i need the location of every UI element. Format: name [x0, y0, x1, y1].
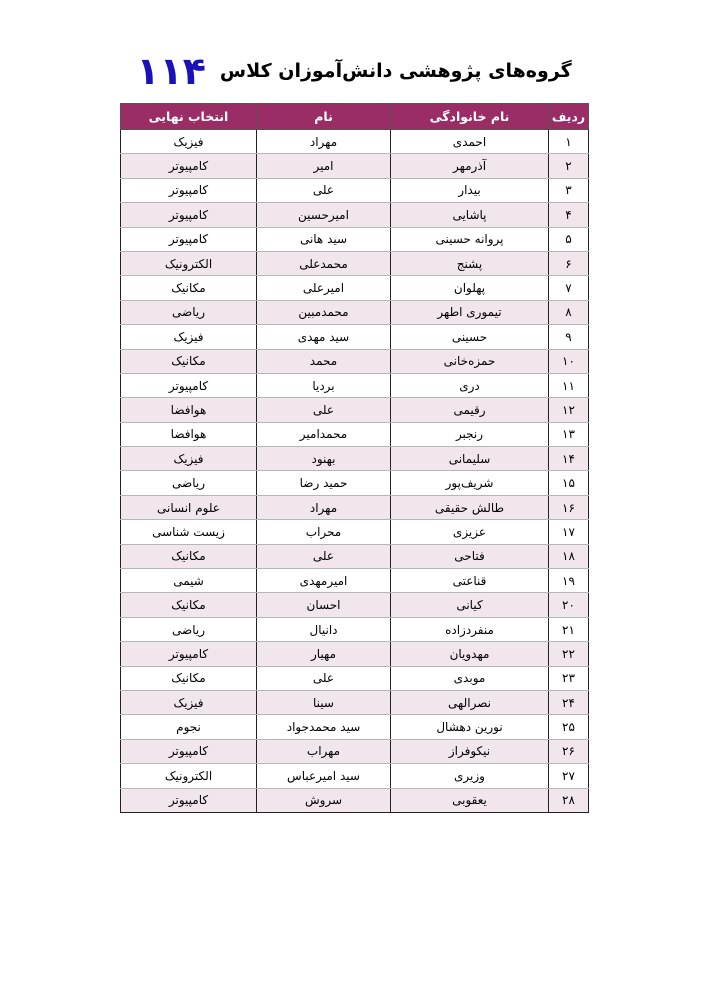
- row-number-cell: ۱۶: [549, 495, 589, 519]
- last-name-cell: رقیمی: [391, 398, 549, 422]
- last-name-cell: نورین دهشال: [391, 715, 549, 739]
- header-last-name: نام خانوادگی: [391, 104, 549, 130]
- first-name-cell: مهراب: [257, 739, 391, 763]
- final-choice-cell: مکانیک: [121, 544, 257, 568]
- table-row: [121, 690, 589, 714]
- first-name-cell: سینا: [257, 690, 391, 714]
- row-number-cell: ۲۵: [549, 715, 589, 739]
- last-name-cell: پاشایی: [391, 203, 549, 227]
- first-name-cell: سید مهدی: [257, 325, 391, 349]
- final-choice-cell: کامپیوتر: [121, 739, 257, 763]
- row-number-cell: ۲۱: [549, 617, 589, 641]
- table-row: [121, 569, 589, 593]
- last-name-cell: دری: [391, 373, 549, 397]
- table-row: [121, 276, 589, 300]
- final-choice-cell: کامپیوتر: [121, 178, 257, 202]
- row-number-cell: ۲۸: [549, 788, 589, 812]
- last-name-cell: پهلوان: [391, 276, 549, 300]
- table-row: [121, 471, 589, 495]
- first-name-cell: علی: [257, 666, 391, 690]
- table-row: [121, 764, 589, 788]
- table-row: [121, 520, 589, 544]
- table-row: [121, 642, 589, 666]
- last-name-cell: حسینی: [391, 325, 549, 349]
- table-row: [121, 739, 589, 763]
- table-row: [121, 544, 589, 568]
- first-name-cell: مهیار: [257, 642, 391, 666]
- final-choice-cell: فیزیک: [121, 325, 257, 349]
- first-name-cell: محمدامیر: [257, 422, 391, 446]
- table-row: [121, 325, 589, 349]
- final-choice-cell: فیزیک: [121, 130, 257, 154]
- last-name-cell: طالش حقیقی: [391, 495, 549, 519]
- row-number-cell: ۲۲: [549, 642, 589, 666]
- header-final-choice: انتخاب نهایی: [121, 104, 257, 130]
- first-name-cell: بردیا: [257, 373, 391, 397]
- last-name-cell: منفردزاده: [391, 617, 549, 641]
- table-row: [121, 398, 589, 422]
- final-choice-cell: هوافضا: [121, 398, 257, 422]
- final-choice-cell: ریاضی: [121, 300, 257, 324]
- row-number-cell: ۴: [549, 203, 589, 227]
- row-number-cell: ۶: [549, 251, 589, 275]
- first-name-cell: علی: [257, 398, 391, 422]
- first-name-cell: حمید رضا: [257, 471, 391, 495]
- row-number-cell: ۲۰: [549, 593, 589, 617]
- final-choice-cell: ریاضی: [121, 617, 257, 641]
- last-name-cell: احمدی: [391, 130, 549, 154]
- page-title: [120, 46, 588, 96]
- first-name-cell: امیر: [257, 154, 391, 178]
- first-name-cell: سروش: [257, 788, 391, 812]
- row-number-cell: ۱۳: [549, 422, 589, 446]
- first-name-cell: بهنود: [257, 447, 391, 471]
- row-number-cell: ۹: [549, 325, 589, 349]
- header-first-name: نام: [257, 104, 391, 130]
- row-number-cell: ۳: [549, 178, 589, 202]
- row-number-cell: ۲۷: [549, 764, 589, 788]
- final-choice-cell: مکانیک: [121, 276, 257, 300]
- first-name-cell: محمد: [257, 349, 391, 373]
- table-row: [121, 300, 589, 324]
- final-choice-cell: زیست شناسی: [121, 520, 257, 544]
- last-name-cell: بیدار: [391, 178, 549, 202]
- table-row: [121, 251, 589, 275]
- class-number: ۱۱۴: [136, 49, 206, 93]
- final-choice-cell: کامپیوتر: [121, 788, 257, 812]
- first-name-cell: علی: [257, 544, 391, 568]
- table-row: [121, 130, 589, 154]
- row-number-cell: ۱۸: [549, 544, 589, 568]
- row-number-cell: ۷: [549, 276, 589, 300]
- row-number-cell: ۱۱: [549, 373, 589, 397]
- row-number-cell: ۲۳: [549, 666, 589, 690]
- table-row: [121, 154, 589, 178]
- last-name-cell: پروانه حسینی: [391, 227, 549, 251]
- table-row: [121, 203, 589, 227]
- first-name-cell: علی: [257, 178, 391, 202]
- final-choice-cell: هوافضا: [121, 422, 257, 446]
- final-choice-cell: علوم انسانی: [121, 495, 257, 519]
- final-choice-cell: کامپیوتر: [121, 154, 257, 178]
- table-row: [121, 178, 589, 202]
- row-number-cell: ۲۶: [549, 739, 589, 763]
- first-name-cell: محراب: [257, 520, 391, 544]
- last-name-cell: یعقوبی: [391, 788, 549, 812]
- final-choice-cell: مکانیک: [121, 593, 257, 617]
- final-choice-cell: مکانیک: [121, 349, 257, 373]
- table-row: [121, 422, 589, 446]
- row-number-cell: ۱۹: [549, 569, 589, 593]
- title-text: گروه‌های پژوهشی دانش‌آموزان کلاس: [219, 60, 572, 82]
- header-row: [121, 104, 589, 130]
- first-name-cell: دانیال: [257, 617, 391, 641]
- last-name-cell: مهدویان: [391, 642, 549, 666]
- first-name-cell: مهراد: [257, 130, 391, 154]
- row-number-cell: ۲۴: [549, 690, 589, 714]
- final-choice-cell: کامپیوتر: [121, 642, 257, 666]
- last-name-cell: وزیری: [391, 764, 549, 788]
- last-name-cell: نصرالهی: [391, 690, 549, 714]
- last-name-cell: عزیزی: [391, 520, 549, 544]
- row-number-cell: ۱۰: [549, 349, 589, 373]
- table-row: [121, 227, 589, 251]
- first-name-cell: احسان: [257, 593, 391, 617]
- table-row: [121, 447, 589, 471]
- row-number-cell: ۱۴: [549, 447, 589, 471]
- table-row: [121, 715, 589, 739]
- row-number-cell: ۱۵: [549, 471, 589, 495]
- table-row: [121, 593, 589, 617]
- final-choice-cell: شیمی: [121, 569, 257, 593]
- final-choice-cell: فیزیک: [121, 690, 257, 714]
- first-name-cell: محمدمبین: [257, 300, 391, 324]
- final-choice-cell: فیزیک: [121, 447, 257, 471]
- row-number-cell: ۸: [549, 300, 589, 324]
- final-choice-cell: کامپیوتر: [121, 373, 257, 397]
- row-number-cell: ۵: [549, 227, 589, 251]
- final-choice-cell: نجوم: [121, 715, 257, 739]
- first-name-cell: امیرمهدی: [257, 569, 391, 593]
- table-row: [121, 495, 589, 519]
- last-name-cell: سلیمانی: [391, 447, 549, 471]
- student-table: [120, 103, 589, 813]
- last-name-cell: موبدی: [391, 666, 549, 690]
- first-name-cell: سید محمدجواد: [257, 715, 391, 739]
- last-name-cell: آذرمهر: [391, 154, 549, 178]
- first-name-cell: امیرحسین: [257, 203, 391, 227]
- final-choice-cell: الکترونیک: [121, 764, 257, 788]
- last-name-cell: پشنج: [391, 251, 549, 275]
- first-name-cell: محمدعلی: [257, 251, 391, 275]
- final-choice-cell: مکانیک: [121, 666, 257, 690]
- final-choice-cell: الکترونیک: [121, 251, 257, 275]
- table-row: [121, 349, 589, 373]
- last-name-cell: فتاحی: [391, 544, 549, 568]
- last-name-cell: شریف‌پور: [391, 471, 549, 495]
- first-name-cell: سید هانی: [257, 227, 391, 251]
- first-name-cell: سید امیرعباس: [257, 764, 391, 788]
- last-name-cell: کیانی: [391, 593, 549, 617]
- table-row: [121, 373, 589, 397]
- row-number-cell: ۱۷: [549, 520, 589, 544]
- last-name-cell: قناعتی: [391, 569, 549, 593]
- last-name-cell: حمزه‌خانی: [391, 349, 549, 373]
- final-choice-cell: کامپیوتر: [121, 227, 257, 251]
- row-number-cell: ۱۲: [549, 398, 589, 422]
- header-row-number: ردیف: [549, 104, 589, 130]
- table-row: [121, 788, 589, 812]
- row-number-cell: ۲: [549, 154, 589, 178]
- table-row: [121, 617, 589, 641]
- last-name-cell: رنجبر: [391, 422, 549, 446]
- final-choice-cell: کامپیوتر: [121, 203, 257, 227]
- last-name-cell: تیموری اطهر: [391, 300, 549, 324]
- first-name-cell: مهراد: [257, 495, 391, 519]
- row-number-cell: ۱: [549, 130, 589, 154]
- last-name-cell: نیکوفراز: [391, 739, 549, 763]
- first-name-cell: امیرعلی: [257, 276, 391, 300]
- table-body: [121, 130, 589, 813]
- final-choice-cell: ریاضی: [121, 471, 257, 495]
- table-row: [121, 666, 589, 690]
